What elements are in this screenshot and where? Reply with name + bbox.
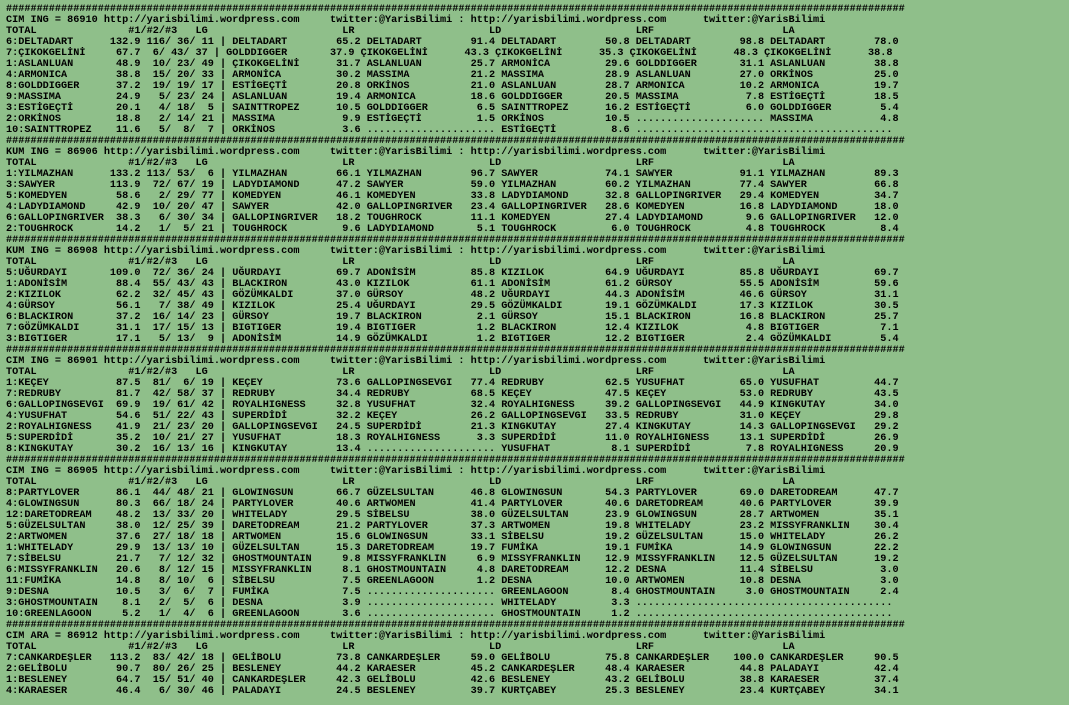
- result-row: 9:DESNA 10.5 3/ 6/ 7 | FUMİKA 7.5 ..................... GREENLAGOON 8.4 GHOSTMOUNTAIN 3.0 GHOSTMOUNTAIN 2.4: [6, 587, 899, 598]
- result-row: 7:CANKARDEŞLER 113.2 83/ 42/ 18 | GELİBOLU 73.8 CANKARDEŞLER 59.0 GELİBOLU 75.8 CANKARDEŞLER 100.0 CANKARDEŞLER 90.5: [6, 653, 899, 664]
- result-row: 3:SAWYER 113.9 72/ 67/ 19 | LADYDIAMOND 47.2 SAWYER 59.0 YILMAZHAN 60.2 YILMAZHAN 77.4 SAWYER 66.8: [6, 180, 899, 191]
- result-row: 5:SUPERDİDİ 35.2 10/ 21/ 27 | YUSUFHAT 18.3 ROYALHIGNESS 3.3 SUPERDİDİ 11.0 ROYALHIGNESS 13.1 SUPERDİDİ 26.9: [6, 433, 899, 444]
- result-row: 1:BESLENEY 64.7 15/ 51/ 40 | CANKARDEŞLER 42.3 GELİBOLU 42.6 BESLENEY 43.2 GELİBOLU 38.8 KARAESER 37.4: [6, 675, 899, 686]
- result-row: 6:DELTADART 132.9 116/ 36/ 11 | DELTADART 65.2 DELTADART 91.4 DELTADART 50.8 DELTADART 98.8 DELTADART 78.0: [6, 37, 899, 48]
- separator-line: ###################################################################################################################################################: [6, 455, 905, 466]
- race-header-line: CIM ING = 86901 http://yarisbilimi.wordpress.com twitter:@YarisBilimi : http://yarisbilimi.wordpress.com twitter:@YarisBilimi: [6, 356, 826, 367]
- result-row: 4:ARMONICA 38.8 15/ 20/ 33 | ARMONİCA 30.2 MASSIMA 21.2 MASSIMA 28.9 ASLANLUAN 27.0 ORKİNOS 25.0: [6, 70, 899, 81]
- separator-line: ###################################################################################################################################################: [6, 620, 905, 631]
- result-row: 4:YUSUFHAT 54.6 51/ 22/ 43 | SUPERDİDİ 32.2 KEÇEY 26.2 GALLOPINGSEVGI 33.5 REDRUBY 31.0 KEÇEY 29.8: [6, 411, 899, 422]
- result-row: 2:KIZILOK 62.2 32/ 45/ 43 | GÖZÜMKALDI 37.0 GÜRSOY 48.2 UĞURDAYI 44.3 ADONİSİM 46.6 GÜRSOY 31.1: [6, 290, 899, 301]
- column-header-line: TOTAL #1/#2/#3 LG LR LD LRF LA: [6, 642, 795, 653]
- column-header-line: TOTAL #1/#2/#3 LG LR LD LRF LA: [6, 367, 795, 378]
- result-row: 7:SİBELSU 21.7 7/ 12/ 32 | GHOSTMOUNTAIN 9.8 MISSYFRANKLIN 6.9 MISSYFRANKLIN 12.9 MISSYFRANKLIN 12.5 GÜZELSULTAN 19.2: [6, 554, 899, 565]
- column-header-line: TOTAL #1/#2/#3 LG LR LD LRF LA: [6, 257, 795, 268]
- result-row: 7:ÇIKOKGELİNİ 67.7 6/ 43/ 37 | GOLDDIGGER 37.9 ÇIKOKGELİNİ 43.3 ÇIKOKGELİNİ 35.3 ÇIKOKGELİNİ 48.3 ÇIKOKGELİNİ 38.8: [6, 48, 893, 59]
- race-header-line: KUM ING = 86908 http://yarisbilimi.wordpress.com twitter:@YarisBilimi : http://yarisbilimi.wordpress.com twitter:@YarisBilimi: [6, 246, 826, 257]
- column-header-line: TOTAL #1/#2/#3 LG LR LD LRF LA: [6, 477, 795, 488]
- column-header-line: TOTAL #1/#2/#3 LG LR LD LRF LA: [6, 158, 795, 169]
- result-row: 1:ASLANLUAN 48.9 10/ 23/ 49 | ÇIKOKGELİNİ 31.7 ASLANLUAN 25.7 ARMONİCA 29.6 GOLDDIGGER 31.1 ASLANLUAN 38.8: [6, 59, 899, 70]
- result-row: 6:BLACKIRON 37.2 16/ 14/ 23 | GÜRSOY 19.7 BLACKIRON 2.1 GÜRSOY 15.1 BLACKIRON 16.8 BLACKIRON 25.7: [6, 312, 899, 323]
- race-header-line: KUM ING = 86906 http://yarisbilimi.wordpress.com twitter:@YarisBilimi : http://yarisbilimi.wordpress.com twitter:@YarisBilimi: [6, 147, 826, 158]
- result-row: 1:ADONİSİM 88.4 55/ 43/ 43 | BLACKIRON 43.0 KIZILOK 61.1 ADONİSİM 61.2 GÜRSOY 55.5 ADONİSİM 59.6: [6, 279, 899, 290]
- result-row: 2:TOUGHROCK 14.2 1/ 5/ 21 | TOUGHROCK 9.6 LADYDIAMOND 5.1 TOUGHROCK 6.0 TOUGHROCK 4.8 TOUGHROCK 8.4: [6, 224, 899, 235]
- result-row: 4:GLOWINGSUN 80.3 66/ 18/ 24 | PARTYLOVER 40.6 ARTWOMEN 41.4 PARTYLOVER 40.6 DARETODREAM 40.6 PARTYLOVER 39.9: [6, 499, 899, 510]
- result-row: 3:ESTİGEÇTİ 20.1 4/ 18/ 5 | SAINTTROPEZ 10.5 GOLDDIGGER 6.5 SAINTTROPEZ 16.2 ESTİGEÇTİ 6.0 GOLDDIGGER 5.4: [6, 103, 899, 114]
- result-row: 4:KARAESER 46.4 6/ 30/ 46 | PALADAYI 24.5 BESLENEY 39.7 KURTÇABEY 25.3 BESLENEY 23.4 KURTÇABEY 34.1: [6, 686, 899, 697]
- result-row: 3:GHOSTMOUNTAIN 8.1 2/ 5/ 6 | DESNA 3.9 ..................... WHITELADY 3.3 ..........................................: [6, 598, 893, 609]
- separator-line: ###################################################################################################################################################: [6, 235, 905, 246]
- result-row: 2:ORKİNOS 18.8 2/ 14/ 21 | MASSIMA 9.9 ESTİGEÇTİ 1.5 ORKİNOS 10.5 ..................... MASSIMA 4.8: [6, 114, 899, 125]
- result-row: 2:ARTWOMEN 37.6 27/ 18/ 18 | ARTWOMEN 15.6 GLOWINGSUN 33.1 SİBELSU 19.2 GÜZELSULTAN 15.0 WHITELADY 26.2: [6, 532, 899, 543]
- result-row: 1:YILMAZHAN 133.2 113/ 53/ 6 | YILMAZHAN 66.1 YILMAZHAN 96.7 SAWYER 74.1 SAWYER 91.1 YILMAZHAN 89.3: [6, 169, 899, 180]
- result-row: 10:GREENLAGOON 5.2 1/ 4/ 6 | GREENLAGOON 3.6 ..................... GHOSTMOUNTAIN 1.2 ..........................................: [6, 609, 893, 620]
- result-row: 7:GÖZÜMKALDI 31.1 17/ 15/ 13 | BIGTIGER 19.4 BIGTIGER 1.2 BLACKIRON 12.4 KIZILOK 4.8 BIGTIGER 7.1: [6, 323, 899, 334]
- result-row: 11:FUMİKA 14.8 8/ 10/ 6 | SİBELSU 7.5 GREENLAGOON 1.2 DESNA 10.0 ARTWOMEN 10.8 DESNA 3.0: [6, 576, 899, 587]
- result-row: 2:GELİBOLU 90.7 80/ 26/ 25 | BESLENEY 44.2 KARAESER 45.2 CANKARDEŞLER 48.4 KARAESER 44.8 PALADAYI 42.4: [6, 664, 899, 675]
- result-row: 4:GÜRSOY 56.1 7/ 38/ 49 | KIZILOK 25.4 UĞURDAYI 29.5 GÖZÜMKALDI 19.1 GÖZÜMKALDI 17.3 KIZILOK 30.5: [6, 301, 899, 312]
- result-row: 8:PARTYLOVER 86.1 44/ 48/ 21 | GLOWINGSUN 66.7 GÜZELSULTAN 46.8 GLOWINGSUN 54.3 PARTYLOVER 69.0 DARETODREAM 47.7: [6, 488, 899, 499]
- result-row: 1:KEÇEY 87.5 81/ 6/ 19 | KEÇEY 73.6 GALLOPINGSEVGI 77.4 REDRUBY 62.5 YUSUFHAT 65.0 YUSUFHAT 44.7: [6, 378, 899, 389]
- result-row: 6:GALLOPINGRIVER 38.3 6/ 30/ 34 | GALLOPINGRIVER 18.2 TOUGHROCK 11.1 KOMEDYEN 27.4 LADYDIAMOND 9.6 GALLOPINGRIVER 12.0: [6, 213, 899, 224]
- race-header-line: CIM ING = 86910 http://yarisbilimi.wordpress.com twitter:@YarisBilimi : http://yarisbilimi.wordpress.com twitter:@YarisBilimi: [6, 15, 826, 26]
- separator-line: ###################################################################################################################################################: [6, 136, 905, 147]
- result-row: 1:WHITELADY 29.9 13/ 13/ 10 | GÜZELSULTAN 15.3 DARETODREAM 19.7 FUMİKA 19.1 FUMİKA 14.9 GLOWINGSUN 22.2: [6, 543, 899, 554]
- result-row: 3:BIGTIGER 17.1 5/ 13/ 9 | ADONİSİM 14.9 GÖZÜMKALDI 1.2 BIGTIGER 12.2 BIGTIGER 2.4 GÖZÜMKALDI 5.4: [6, 334, 899, 345]
- text-document: [6, 4, 1066, 704]
- result-row: 12:DARETODREAM 48.2 13/ 33/ 20 | WHITELADY 29.5 SİBELSU 38.0 GÜZELSULTAN 23.9 GLOWINGSUN 28.7 ARTWOMEN 35.1: [6, 510, 899, 521]
- separator-line: ###################################################################################################################################################: [6, 4, 905, 15]
- column-header-line: TOTAL #1/#2/#3 LG LR LD LRF LA: [6, 26, 795, 37]
- result-row: 5:UĞURDAYI 109.0 72/ 36/ 24 | UĞURDAYI 69.7 ADONİSİM 85.8 KIZILOK 64.9 UĞURDAYI 85.8 UĞURDAYI 69.7: [6, 268, 899, 279]
- result-row: 9:MASSIMA 24.9 5/ 23/ 24 | ASLANLUAN 19.4 ARMONICA 18.6 GOLDDIGGER 20.5 MASSIMA 7.8 ESTİGEÇTİ 18.5: [6, 92, 899, 103]
- result-row: 5:KOMEDYEN 58.6 2/ 29/ 77 | KOMEDYEN 46.1 KOMEDYEN 33.8 LADYDIAMOND 32.8 GALLOPINGRIVER 29.4 KOMEDYEN 34.7: [6, 191, 899, 202]
- race-header-line: CIM ARA = 86912 http://yarisbilimi.wordpress.com twitter:@YarisBilimi : http://yarisbilimi.wordpress.com twitter:@YarisBilimi: [6, 631, 826, 642]
- result-row: 8:GOLDDIGGER 37.2 19/ 19/ 17 | ESTİGEÇTİ 20.8 ORKİNOS 21.0 ASLANLUAN 28.7 ARMONICA 10.2 ARMONICA 19.7: [6, 81, 899, 92]
- result-row: 6:GALLOPINGSEVGI 69.9 19/ 61/ 42 | ROYALHIGNESS 32.8 YUSUFHAT 32.4 ROYALHIGNESS 39.2 GALLOPINGSEVGI 44.9 KINGKUTAY 34.0: [6, 400, 899, 411]
- result-row: 4:LADYDIAMOND 42.9 10/ 20/ 47 | SAWYER 42.0 GALLOPINGRIVER 23.4 GALLOPINGRIVER 28.6 KOMEDYEN 16.8 LADYDIAMOND 18.0: [6, 202, 899, 213]
- result-row: 8:KINGKUTAY 30.2 16/ 13/ 16 | KINGKUTAY 13.4 ..................... YUSUFHAT 8.1 SUPERDİDİ 7.8 ROYALHIGNESS 20.9: [6, 444, 899, 455]
- result-row: 5:GÜZELSULTAN 38.0 12/ 25/ 39 | DARETODREAM 21.2 PARTYLOVER 37.3 ARTWOMEN 19.8 WHITELADY 23.2 MISSYFRANKLIN 30.4: [6, 521, 899, 532]
- race-header-line: CIM ING = 86905 http://yarisbilimi.wordpress.com twitter:@YarisBilimi : http://yarisbilimi.wordpress.com twitter:@YarisBilimi: [6, 466, 826, 477]
- result-row: 6:MISSYFRANKLIN 20.6 8/ 12/ 15 | MISSYFRANKLIN 8.1 GHOSTMOUNTAIN 4.8 DARETODREAM 12.2 DESNA 11.4 SİBELSU 3.0: [6, 565, 899, 576]
- separator-line: ###################################################################################################################################################: [6, 345, 905, 356]
- result-row: 7:REDRUBY 81.7 42/ 58/ 37 | REDRUBY 34.4 REDRUBY 68.5 KEÇEY 47.5 KEÇEY 53.0 REDRUBY 43.5: [6, 389, 899, 400]
- result-row: 2:ROYALHIGNESS 41.9 21/ 23/ 20 | GALLOPINGSEVGI 24.5 SUPERDİDİ 21.3 KINGKUTAY 27.4 KINGKUTAY 14.3 GALLOPINGSEVGI 29.2: [6, 422, 899, 433]
- result-row: 10:SAINTTROPEZ 11.6 5/ 8/ 7 | ORKİNOS 3.6 ..................... ESTİGEÇTİ 8.6 ..........................................: [6, 125, 893, 136]
